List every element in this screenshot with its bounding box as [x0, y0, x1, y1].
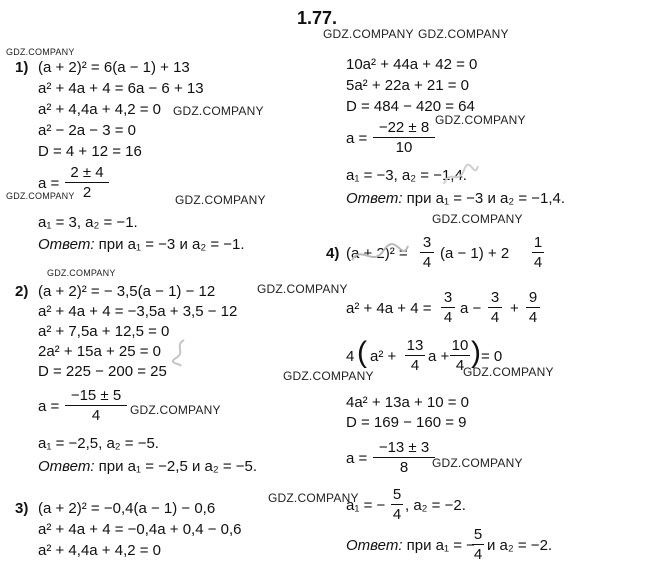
watermark: GDZ.COMPANY [432, 456, 523, 470]
part4-line2-fraction2 [488, 289, 502, 326]
denominator: 4 [533, 254, 543, 271]
part2-line4: 2a² + 15a + 25 = 0 [38, 343, 162, 360]
watermark: GDZ.COMPANY [283, 369, 374, 383]
fraction-bar [472, 544, 484, 545]
denominator: 10 [395, 139, 413, 156]
part4-line2-mid: a − [460, 300, 482, 317]
fraction-bar [65, 182, 109, 183]
part4-line2-plus: + [510, 300, 519, 317]
part4-answer [346, 537, 475, 554]
denominator: 4 [490, 309, 500, 326]
part2-line2: a² + 4a + 4 = −3,5a + 3,5 − 12 [38, 303, 238, 320]
watermark: GDZ.COMPANY [47, 268, 116, 278]
part3-number: 3) [15, 500, 29, 517]
answer-text-a: при a₁ = − [402, 537, 475, 554]
part4-roots-b: , a₂ = −2. [405, 497, 466, 514]
part4-answer-fraction [472, 526, 484, 563]
fraction-bar [405, 355, 425, 356]
part1-roots: a₁ = 3, a₂ = −1. [38, 214, 138, 231]
denominator: 4 [91, 407, 101, 424]
part1-line4: a² − 2a − 3 = 0 [38, 122, 136, 139]
watermark: GDZ.COMPANY [6, 47, 75, 57]
numerator: 10 [451, 337, 469, 354]
denominator: 4 [422, 254, 432, 271]
part3-line2: a² + 4a + 4 = −0,4a + 0,4 − 0,6 [38, 521, 242, 538]
part4-line3-eq: = 0 [481, 348, 503, 365]
part4-line4: 4a² + 13a + 10 = 0 [346, 394, 470, 411]
part1-fraction [65, 164, 109, 201]
part1-line3: a² + 4,4a + 4,2 = 0 [38, 101, 162, 118]
part1-answer [38, 236, 245, 253]
part1-line1: (a + 2)² = 6(a − 1) + 13 [38, 59, 190, 76]
part4-line3-b: a + [428, 348, 450, 365]
watermark: GDZ.COMPANY [268, 491, 359, 505]
watermark: GDZ.COMPANY [130, 403, 221, 417]
part2-roots: a₁ = −2,5, a₂ = −5. [38, 435, 159, 452]
numerator: −13 ± 3 [378, 439, 430, 456]
watermark: GDZ.COMPANY [6, 191, 75, 201]
watermark: GDZ.COMPANY [432, 212, 523, 226]
watermark: GDZ.COMPANY [257, 282, 348, 296]
answer-label: Ответ: [346, 537, 403, 554]
part4-line3-a: a² + [370, 348, 397, 365]
numerator: 2 ± 4 [70, 164, 104, 181]
part2-number: 2) [15, 283, 29, 300]
watermark: GDZ.COMPANY [173, 104, 264, 118]
answer-text: при a₁ = −3 и a₂ = −1. [94, 236, 245, 253]
answer-label: Ответ: [346, 190, 403, 207]
numerator: −22 ± 8 [378, 119, 430, 136]
part2-line3: a² + 7,5a + 12,5 = 0 [38, 323, 170, 340]
close-paren: ) [471, 336, 481, 369]
part4-roots-fraction [391, 486, 403, 523]
numerator: 9 [528, 289, 538, 306]
part2-a-equals: a = [38, 398, 60, 415]
part3-answer [346, 190, 565, 207]
part2-line1: (a + 2)² = − 3,5(a − 1) − 12 [38, 283, 216, 300]
part3-fraction [373, 119, 435, 156]
part4-line2-fraction3 [526, 289, 540, 326]
part4-line1-rhs: (a − 1) + 2 [440, 245, 510, 262]
denominator: 4 [528, 309, 538, 326]
scribble-mark [440, 160, 480, 190]
watermark: GDZ.COMPANY [463, 365, 554, 379]
watermark: GDZ.COMPANY [435, 113, 526, 127]
numerator: 1 [533, 234, 543, 251]
fraction-bar [526, 307, 540, 308]
numerator: −15 ± 5 [70, 387, 122, 404]
watermark: GDZ.COMPANY [323, 27, 414, 41]
scribble-mark [170, 338, 190, 368]
watermark: GDZ.COMPANY [175, 193, 266, 207]
watermark: GDZ.COMPANY [418, 27, 509, 41]
numerator: 3 [422, 234, 432, 251]
part4-a-equals: a = [346, 450, 368, 467]
denominator: 2 [82, 184, 92, 201]
denominator: 4 [473, 546, 483, 563]
part3-roots: a₁ = −3, a₂ = −1,4. [346, 167, 467, 184]
denominator: 4 [392, 506, 402, 523]
numerator: 5 [392, 486, 402, 503]
denominator: 4 [455, 357, 465, 374]
part1-line2: a² + 4a + 4 = 6a − 6 + 13 [38, 80, 204, 97]
part4-line3-fraction2 [450, 337, 470, 374]
part3-line1: (a + 2)² = −0,4(a − 1) − 0,6 [38, 500, 216, 517]
answer-label: Ответ: [38, 236, 95, 253]
part3-a-equals: a = [346, 130, 368, 147]
numerator: 3 [490, 289, 500, 306]
part4-line1-fraction [420, 234, 434, 271]
part4-line2-fraction1 [441, 289, 455, 326]
part2-answer [38, 458, 257, 475]
part3-line3: a² + 4,4a + 4,2 = 0 [38, 542, 162, 559]
answer-text: при a₁ = −3 и a₂ = −1,4. [402, 190, 566, 207]
part4-line3-fraction1 [405, 337, 425, 374]
answer-label: Ответ: [38, 458, 95, 475]
part2-line5: D = 225 − 200 = 25 [38, 363, 167, 380]
numerator: 3 [443, 289, 453, 306]
part3-line5: 5a² + 22a + 21 = 0 [346, 77, 470, 94]
part4-line5: D = 169 − 160 = 9 [346, 414, 467, 431]
problem-title: 1.77. [297, 8, 338, 28]
fraction-bar [450, 355, 470, 356]
fraction-bar [532, 252, 544, 253]
fraction-bar [441, 307, 455, 308]
part4-line2-lhs: a² + 4a + 4 = [346, 300, 432, 317]
fraction-bar [373, 137, 435, 138]
open-paren: ( [357, 336, 367, 369]
denominator: 4 [410, 357, 420, 374]
part2-fraction [65, 387, 127, 424]
part4-line3-coef: 4 [346, 348, 355, 365]
part4-line1-mixed-fraction [532, 234, 544, 271]
fraction-bar [488, 307, 502, 308]
part4-answer-b: и a₂ = −2. [487, 537, 553, 554]
part1-line5: D = 4 + 12 = 16 [38, 143, 142, 160]
part3-line4: 10a² + 44a + 42 = 0 [346, 56, 478, 73]
part1-a-equals: a = [38, 175, 60, 192]
part3-line6: D = 484 − 420 = 64 [346, 98, 475, 115]
fraction-bar [373, 457, 435, 458]
denominator: 4 [443, 309, 453, 326]
part4-number: 4) [326, 245, 340, 262]
part4-fraction [373, 439, 435, 476]
fraction-bar [391, 504, 403, 505]
numerator: 13 [406, 337, 424, 354]
answer-text: при a₁ = −2,5 и a₂ = −5. [94, 458, 258, 475]
part4-roots-a: a₁ = − [346, 497, 386, 514]
fraction-bar [65, 405, 127, 406]
scribble-mark [350, 240, 410, 270]
part4-line1-lhs: (a + 2)² = [346, 245, 408, 262]
fraction-bar [420, 252, 434, 253]
part1-number: 1) [15, 59, 29, 76]
denominator: 8 [399, 459, 409, 476]
numerator: 5 [473, 526, 483, 543]
